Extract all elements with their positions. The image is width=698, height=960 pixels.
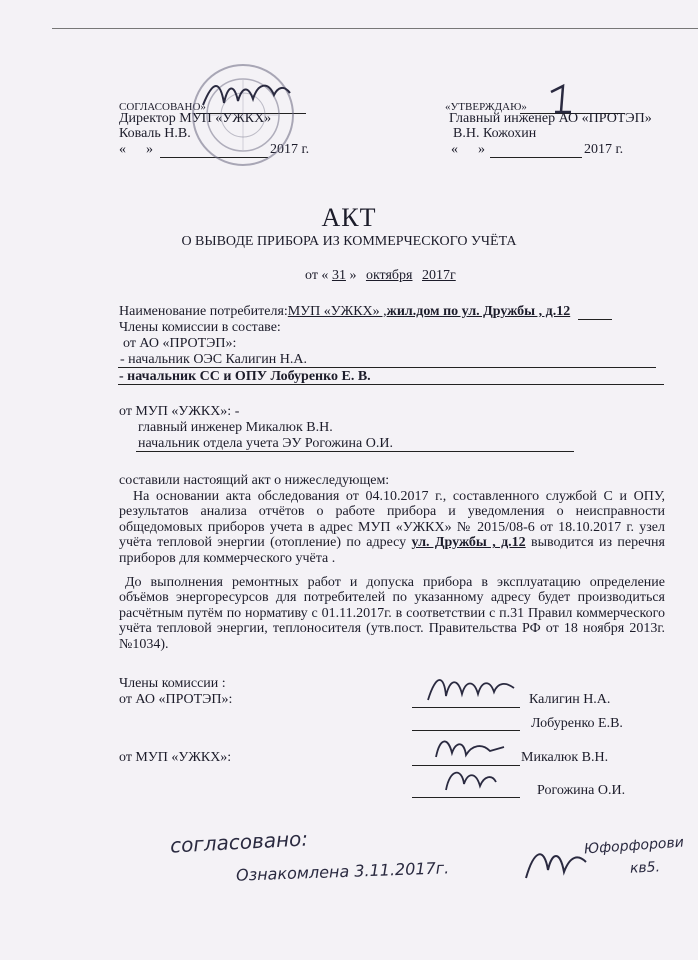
handwritten-agreed: согласовано:: [169, 826, 309, 858]
paragraph-1-address: ул. Дружбы , д.12: [411, 535, 526, 551]
signature-name-2: Лобуренко Е.В.: [531, 716, 623, 731]
paragraph-1-end: выводится из перечня приборов для коммерческого учёта .: [119, 535, 665, 566]
consumer-underline-tail: [578, 319, 612, 320]
signature-line-2: [412, 730, 520, 731]
left-approval-date-line: [160, 157, 268, 158]
member-1-underline: [118, 367, 656, 368]
right-approval-date-close: »: [478, 142, 485, 157]
consumer-org: МУП «УЖКХ» ,: [287, 304, 387, 319]
left-approval-year: 2017 г.: [270, 142, 310, 157]
act-date-mid: »: [349, 268, 357, 283]
handwritten-signature-text: Юфорфорови: [583, 834, 685, 858]
page-title: АКТ: [321, 203, 377, 232]
top-border-line: [52, 28, 698, 29]
left-approval-position: Директор МУП «УЖКХ»: [119, 111, 272, 126]
right-approval-year: 2017 г.: [584, 142, 624, 157]
right-approval-heading: «УТВЕРЖДАЮ»: [445, 101, 527, 113]
mikalyuk-signature-icon: [430, 733, 510, 767]
right-approval-position: Главный инженер АО «ПРОТЭП»: [449, 111, 652, 126]
signature-line-4: [412, 797, 520, 798]
act-date-day: 31: [331, 268, 346, 283]
signatures-label: Члены комиссии :: [119, 676, 226, 691]
left-approval-date-open: «: [119, 142, 126, 157]
left-approval-date-close: »: [146, 142, 153, 157]
act-date: [305, 268, 456, 284]
act-date-prefix: от «: [305, 268, 329, 283]
act-date-month: октября: [365, 268, 413, 283]
left-approval-name: Коваль Н.В.: [119, 126, 191, 141]
commission-member-1: - начальник ОЭС Калигин Н.А.: [120, 352, 307, 367]
signature-name-4: Рогожина О.И.: [537, 783, 626, 798]
signature-line-1: [412, 707, 520, 708]
signatures-from-uzhkh: от МУП «УЖКХ»:: [119, 750, 232, 765]
commission-member-2: - начальник СС и ОПУ Лобуренко Е. В.: [119, 369, 371, 384]
signature-name-3: Микалюк В.Н.: [521, 750, 609, 765]
consumer-address: жил.дом по ул. Дружбы , д.12: [386, 304, 571, 319]
right-approval-date-open: «: [451, 142, 458, 157]
paragraph-1-start: На основании акта обследования от 04.10.2017 г., составленного службой С и ОПУ, результатов анализа отчётов о работе прибора и уведомления о неисправности общедомовых приборов учета в адрес МУП «УЖКХ» № 2015/08-6 от 18.10.2017 г. узел учёта тепловой энергии (отопление) по адресу: [119, 489, 665, 551]
page-subtitle: О ВЫВОДЕ ПРИБОРА ИЗ КОММЕРЧЕСКОГО УЧЁТА: [181, 234, 517, 249]
member-2-underline: [118, 384, 664, 385]
signatures-from-protep: от АО «ПРОТЭП»:: [119, 692, 233, 707]
commission-member-4: начальник отдела учета ЭУ Рогожина О.И.: [138, 436, 393, 451]
consumer-line: [119, 304, 570, 320]
commission-from-protep: от АО «ПРОТЭП»:: [123, 336, 237, 351]
rogozhina-signature-icon: [440, 762, 500, 800]
body-intro: составили настоящий акт о нижеследующем:: [119, 473, 390, 488]
commission-label: Члены комиссии в составе:: [119, 320, 281, 335]
left-approval-heading: СОГЛАСОВАНО»: [119, 101, 206, 113]
handwritten-signature-icon: [520, 840, 590, 886]
right-approval-name: В.Н. Кожохин: [453, 126, 537, 141]
body-paragraph-2: До выполнения ремонтных работ и допуска прибора в эксплуатацию определение объёмов энергоресурсов для потребителей по указанному адресу будет производиться расчётным путём по нормативу с 01.11.2017г. в соответствии с п.31 Правил коммерческого учёта тепловой энергии, теплоносителя (утв.пост. Правительства РФ от 18 ноября 2013г. №1034).: [119, 575, 665, 652]
act-date-year: 2017г: [422, 268, 456, 283]
director-signature-icon: [198, 75, 293, 115]
commission-member-3: главный инженер Микалюк В.Н.: [138, 420, 333, 435]
right-approval-date-line: [490, 157, 582, 158]
kaligin-signature-icon: [418, 670, 518, 710]
member-4-underline: [136, 451, 574, 452]
signature-name-1: Калигин Н.А.: [529, 692, 611, 707]
signature-line-3: [412, 765, 520, 766]
consumer-label: Наименование потребителя:: [119, 304, 288, 319]
body-paragraph-1: [119, 489, 665, 566]
commission-from-uzhkh: от МУП «УЖКХ»: -: [119, 404, 240, 419]
handwritten-acquainted: Ознакомлена 3.11.2017г.: [235, 858, 450, 885]
handwritten-signature-text-2: кв5.: [629, 859, 661, 877]
